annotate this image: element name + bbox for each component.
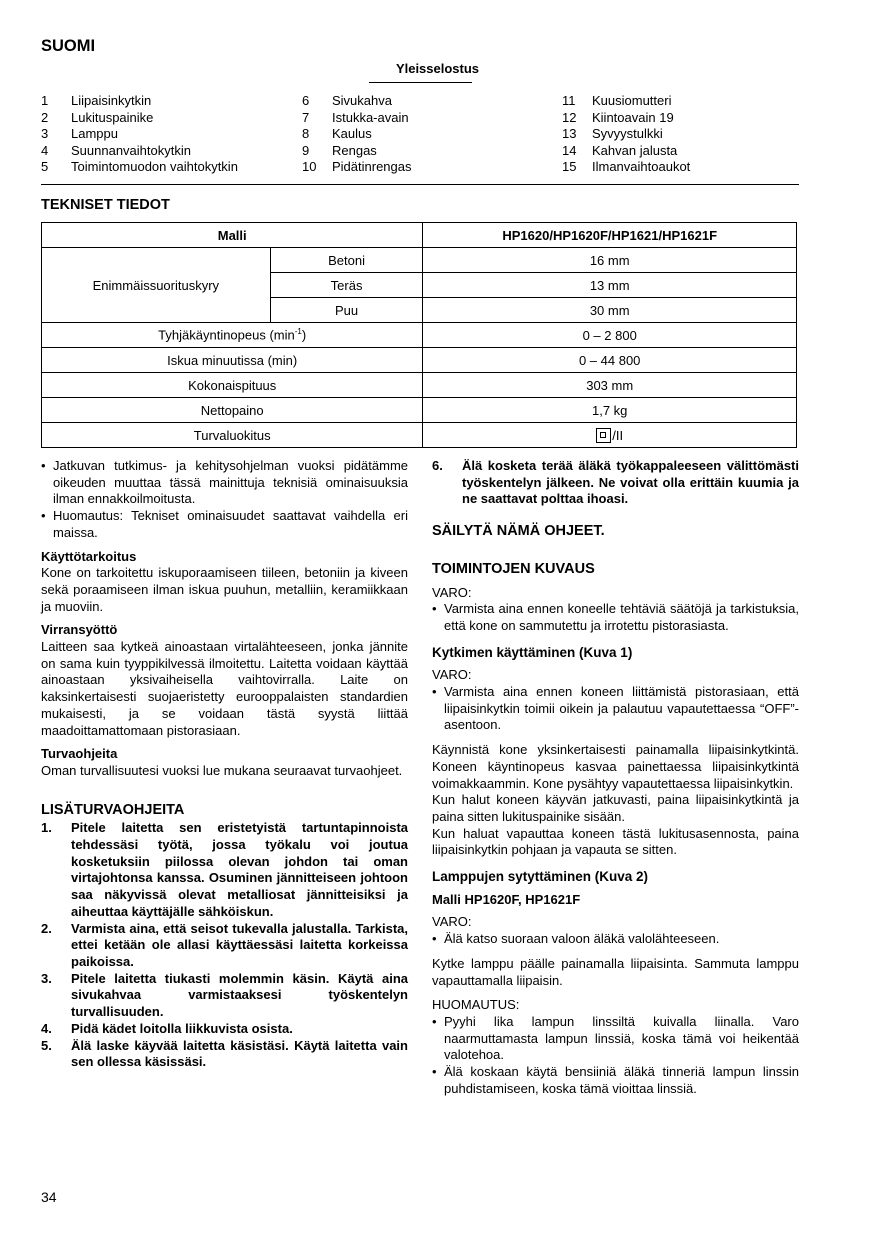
additional-safety-heading: LISÄTURVAOHJEITA xyxy=(41,801,185,818)
spec-capacity-label: Enimmäissuorituskyry xyxy=(42,248,271,323)
safety-rule: 3. Pitele laitetta tiukasti molemmin käsin. Käytä aina sivukahvaa varmistaaksesi työskentelyn turvallisuuden. xyxy=(41,970,408,1020)
table-row xyxy=(42,398,797,423)
part-item: 12 Kiintoavain 19 xyxy=(562,109,674,125)
spec-value: 1,7 kg xyxy=(423,398,797,423)
spec-value: 13 mm xyxy=(423,273,797,298)
spec-value: /II xyxy=(423,423,797,448)
save-instructions-heading: SÄILYTÄ NÄMÄ OHJEET. xyxy=(432,523,605,540)
switch-paragraph: Käynnistä kone yksinkertaisesti painamalla liipaisinkytkintä. Koneen käyntinopeus kasvaa painettaessa liipaisinkytkintä voimakkaammin. Kone pysähtyy vapautettaessa liipaisinkytkin. xyxy=(432,742,799,791)
safety-rule: 5. Älä laske käyvää laitetta käsistäsi. Käytä laitetta vain sen ollessa käsissäsi. xyxy=(41,1037,408,1070)
spec-material: Puu xyxy=(270,298,423,323)
spec-length-label: Kokonaispituus xyxy=(42,373,423,398)
spec-value: 303 mm xyxy=(423,373,797,398)
caution-label: VARO: xyxy=(432,914,472,930)
power-supply-text: Laitteen saa kytkeä ainoastaan virtalähteeseen, jonka jännite on sama kuin tyyppikilvessä ilmoitettu. Laitetta voidaan käyttää ainoastaan yksivaiheisella vaihtovirralla. Laite on kaksinkertaisesti suojaeristetty eurooppalaisten standardien mukaisesti, ja se voidaan tästä syystä liittää maadoittamattomaan pistorasiaan. xyxy=(41,639,408,738)
note-bullet: • Pyyhi lika lampun linssiltä kuivalla liinalla. Varo naarmuttamasta lampun linssiä, koska tämä voi heikentää valotehoa. xyxy=(432,1014,799,1064)
spec-model-value: HP1620/HP1620F/HP1621/HP1621F xyxy=(423,223,797,248)
safety-rule: 6. Älä kosketa terää äläkä työkappaleeseen välittömästi työskentelyn jälkeen. Ne voivat olla erittäin kuumia ja ne saattavat polttaa ihoasi. xyxy=(432,458,799,507)
safety-rule: 2. Varmista aina, että seisot tukevalla jalustalla. Tarkista, ettei ketään ole allasi käyttäessäsi laitetta korkeissa paikoissa. xyxy=(41,920,408,969)
lamp-paragraph: Kytke lamppu päälle painamalla liipaisinta. Sammuta lamppu vapauttamalla liipaisin. xyxy=(432,955,799,988)
intended-use-heading: Käyttötarkoitus xyxy=(41,548,137,564)
parts-list-1 xyxy=(41,93,238,176)
part-item: 7 Istukka-avain xyxy=(302,109,409,125)
switch-paragraph: Kun halut koneen käyvän jatkuvasti, paina liipaisinkytkintä ja paina sitten lukituspainike sisään. xyxy=(432,792,799,824)
part-item: 13 Syvyystulkki xyxy=(562,126,663,142)
part-item: 2 Lukituspainike xyxy=(41,109,154,125)
note-bullet: • Älä koskaan käytä bensiiniä äläkä tinneriä lampun linssin puhdistamiseen, koska tämä vioittaa linssiä. xyxy=(432,1064,799,1097)
right-column xyxy=(432,458,799,1098)
parts-list-2 xyxy=(302,93,412,176)
table-row xyxy=(42,248,797,273)
spec-bpm-label: Iskua minuutissa (min) xyxy=(42,348,423,373)
general-explanation-title: Yleisselostus xyxy=(395,61,480,76)
tech-specs-heading: TEKNISET TIEDOT xyxy=(41,197,170,213)
table-row xyxy=(42,423,797,448)
part-item: 15 Ilmanvaihtoaukot xyxy=(562,159,691,175)
part-item: 10 Pidätinrengas xyxy=(302,159,412,175)
part-item: 14 Kahvan jalusta xyxy=(562,142,678,158)
spec-note: • Jatkuvan tutkimus- ja kehitysohjelman vuoksi pidätämme oikeuden muuttaa tässä mainittuja teknisiä ominaisuuksia ilman ennakkoilmoitusta. xyxy=(41,458,408,508)
caution-label: VARO: xyxy=(432,584,472,600)
title-underline xyxy=(369,82,472,83)
lamp-heading: Lamppujen sytyttäminen (Kuva 2) xyxy=(432,869,649,885)
part-item: 5 Toimintomuodon vaihtokytkin xyxy=(41,159,238,175)
caution-bullet: • Älä katso suoraan valoon äläkä valolähteeseen. xyxy=(432,931,799,948)
language-heading: SUOMI xyxy=(41,37,96,55)
spec-value: 16 mm xyxy=(423,248,797,273)
note-label: HUOMAUTUS: xyxy=(432,997,520,1013)
caution-label: VARO: xyxy=(432,667,472,683)
safety-tips-heading: Turvaohjeita xyxy=(41,746,118,762)
safety-rule: 1. Pitele laitetta sen eristetyistä tartuntapinnoista tehdessäsi työtä, jossa työkalu voi joutua kosketuksiin piilossa olevan johdon tai oman virtajohtonsa kanssa. Osuminen jännitteiseen johtoon saa näkyvissä olevat metalliosat jännitteisiksi ja aiheuttaa käyttäjälle sähköiskun. xyxy=(41,820,408,919)
part-item: 3 Lamppu xyxy=(41,126,118,142)
lamp-models: Malli HP1620F, HP1621F xyxy=(432,891,581,907)
functional-description-heading: TOIMINTOJEN KUVAUS xyxy=(432,560,595,577)
spec-noload-label: Tyhjäkäyntinopeus $(\min^{-1})$ xyxy=(42,323,423,348)
part-item: 8 Kaulus xyxy=(302,126,372,142)
spec-weight-label: Nettopaino xyxy=(42,398,423,423)
left-column xyxy=(41,458,408,1071)
safety-tips-text: Oman turvallisuutesi vuoksi lue mukana seuraavat turvaohjeet. xyxy=(41,762,403,778)
safety-rule: 4. Pidä kädet loitolla liikkuvista osista. xyxy=(41,1020,293,1036)
parts-list-3 xyxy=(562,93,690,176)
part-item: 11 Kuusiomutteri xyxy=(562,93,672,108)
part-item: 4 Suunnanvaihtokytkin xyxy=(41,142,191,158)
part-item: 9 Rengas xyxy=(302,142,377,158)
part-item: 6 Sivukahva xyxy=(302,93,392,108)
spec-material: Teräs xyxy=(270,273,423,298)
spec-note: • Huomautus: Tekniset ominaisuudet saattavat vaihdella eri maissa. xyxy=(41,508,408,541)
double-insulation-icon xyxy=(596,428,611,443)
caution-bullet: • Varmista aina ennen koneen liittämistä pistorasiaan, että liipaisinkytkin toimii oikein ja palautuu vapautettaessa “OFF”-asentoon. xyxy=(432,684,799,734)
spec-value: 0 – 2 800 xyxy=(423,323,797,348)
power-supply-heading: Virransyöttö xyxy=(41,622,118,638)
section-divider xyxy=(41,184,799,185)
caution-bullet: • Varmista aina ennen koneelle tehtäviä säätöjä ja tarkistuksia, että kone on sammutettu ja irrotettu pistorasiasta. xyxy=(432,601,799,634)
switch-paragraph: Kun haluat vapauttaa koneen tästä lukitusasennosta, paina liipaisinkytkin pohjaan ja vapauta se sitten. xyxy=(432,825,799,858)
part-item: 1 Liipaisinkytkin xyxy=(41,93,152,108)
intended-use-text: Kone on tarkoitettu iskuporaamiseen tiileen, betoniin ja kiveen sekä poraamiseen ilman iskua puuhun, metalliin, keramiikkaan ja muoviin. xyxy=(41,565,408,614)
spec-safety-label: Turvaluokitus xyxy=(42,423,423,448)
spec-value: 30 mm xyxy=(423,298,797,323)
table-row xyxy=(42,348,797,373)
spec-material: Betoni xyxy=(270,248,423,273)
page-number: 34 xyxy=(41,1189,57,1205)
spec-table xyxy=(41,222,797,448)
table-row xyxy=(42,323,797,348)
table-row xyxy=(42,223,797,248)
spec-value: 0 – 44 800 xyxy=(423,348,797,373)
switch-action-heading: Kytkimen käyttäminen (Kuva 1) xyxy=(432,644,633,660)
spec-model-label: Malli xyxy=(42,223,423,248)
table-row xyxy=(42,373,797,398)
